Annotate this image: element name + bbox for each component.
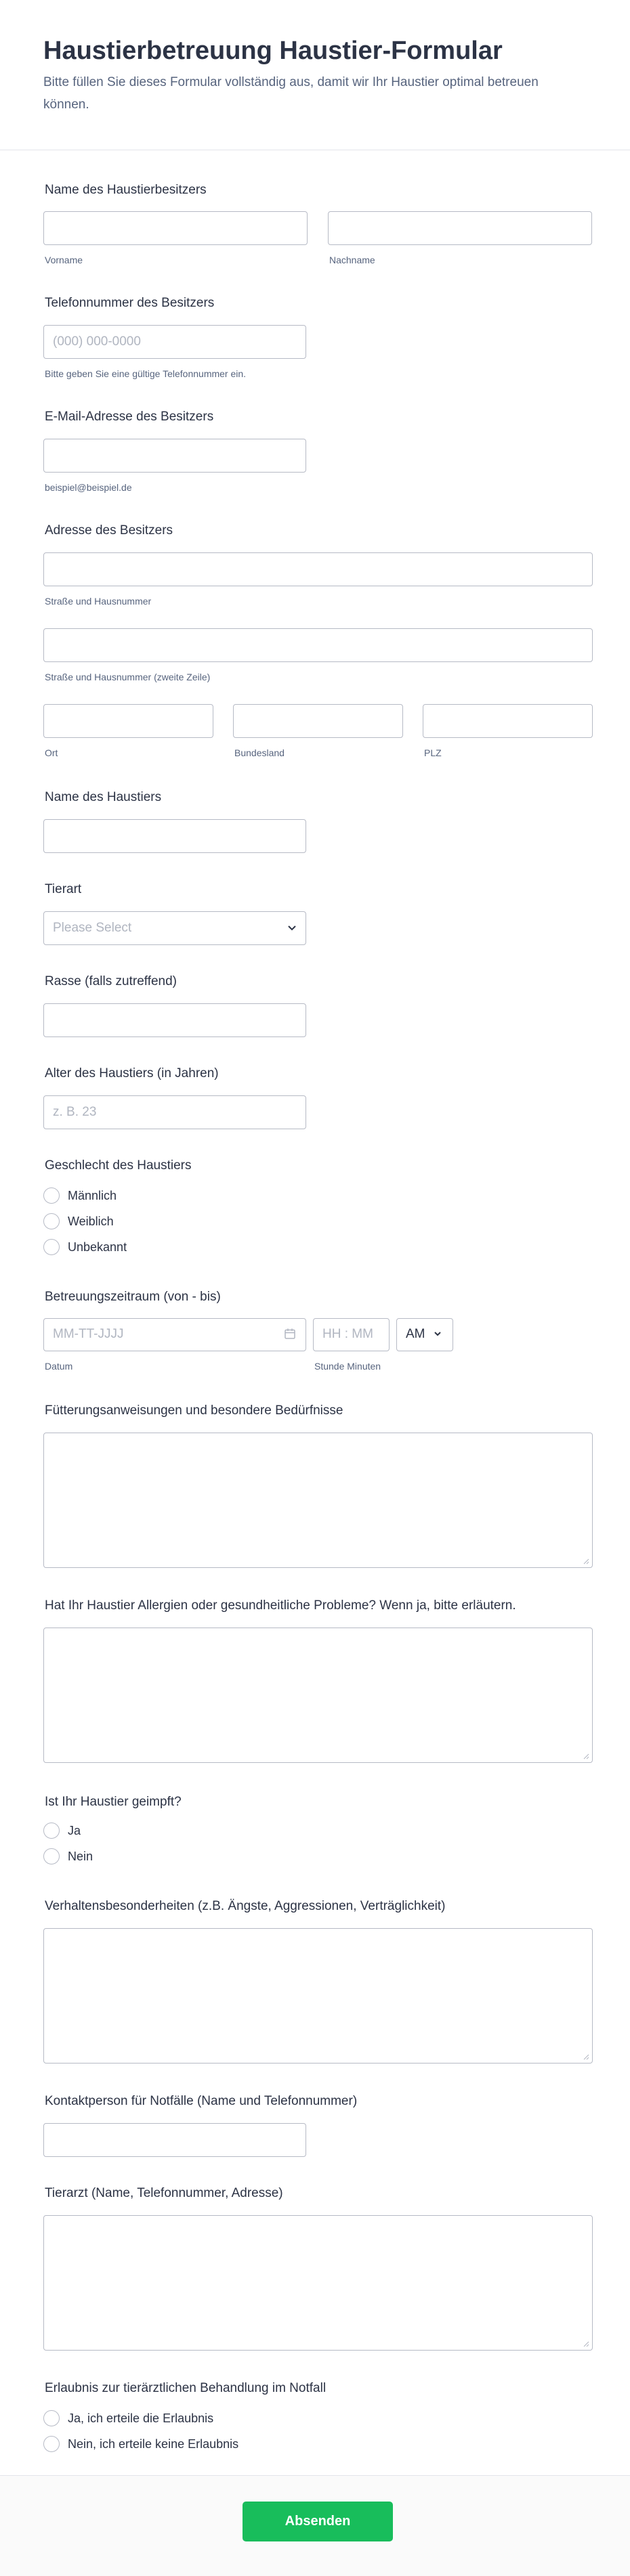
first-name-input[interactable] [43,211,308,245]
feeding-textarea[interactable] [43,1433,593,1568]
form-title: Haustierbetreuung Haustier-Formular [43,37,503,65]
vaccinated-option-label: Nein [68,1850,93,1863]
allergies-textarea[interactable] [43,1628,593,1763]
gender-radio-female[interactable] [43,1213,60,1229]
vaccinated-radio-no[interactable] [43,1848,60,1864]
age-placeholder: z. B. 23 [53,1105,97,1119]
age-label: Alter des Haustiers (in Jahren) [45,1066,219,1080]
chevron-down-icon [287,925,297,932]
street-input[interactable] [43,552,593,586]
resize-handle-icon[interactable] [583,1753,589,1760]
permission-label: Erlaubnis zur tierärztlichen Behandlung im Notfall [45,2381,327,2395]
gender-option-label: Unbekannt [68,1240,127,1254]
gender-radio-unknown[interactable] [43,1239,60,1255]
permission-option-label: Nein, ich erteile keine Erlaubnis [68,2437,239,2451]
phone-label: Telefonnummer des Besitzers [45,296,215,310]
phone-sublabel: Bitte geben Sie eine gültige Telefonnummer ein. [45,368,247,379]
pet-name-input[interactable] [43,819,306,853]
breed-label: Rasse (falls zutreffend) [45,974,177,988]
address-label: Adresse des Besitzers [45,523,173,538]
first-name-sublabel: Vorname [45,255,83,265]
behavior-textarea[interactable] [43,1928,593,2064]
state-sublabel: Bundesland [234,747,285,758]
street-sublabel: Straße und Hausnummer [45,596,152,607]
email-sublabel: beispiel@beispiel.de [45,482,132,493]
owner-name-label: Name des Haustierbesitzers [45,183,207,197]
allergies-label: Hat Ihr Haustier Allergien oder gesundheitliche Probleme? Wenn ja, bitte erläutern. [45,1598,516,1613]
time-sublabel: Stunde Minuten [314,1361,381,1372]
emergency-contact-label: Kontaktperson für Notfälle (Name und Telefonnummer) [45,2094,358,2108]
permission-radio-no[interactable] [43,2436,60,2452]
last-name-sublabel: Nachname [329,255,375,265]
resize-handle-icon[interactable] [583,2053,589,2060]
period-label: Betreuungszeitraum (von - bis) [45,1290,221,1304]
date-placeholder: MM-TT-JJJJ [53,1327,124,1341]
last-name-input[interactable] [328,211,592,245]
vet-textarea[interactable] [43,2215,593,2351]
form-subtitle: Bitte füllen Sie dieses Formular vollständig aus, damit wir Ihr Haustier optimal betreuen können. [43,75,539,112]
zip-input[interactable] [423,704,593,738]
vaccinated-label: Ist Ihr Haustier geimpft? [45,1795,182,1809]
calendar-icon[interactable] [284,1328,296,1340]
zip-sublabel: PLZ [424,747,442,758]
gender-option-label: Weiblich [68,1215,114,1228]
vaccinated-radio-yes[interactable] [43,1822,60,1839]
submit-button[interactable]: Absenden [243,2502,393,2541]
feeding-label: Fütterungsanweisungen und besondere Bedürfnisse [45,1403,343,1418]
ampm-value: AM [406,1327,425,1341]
species-label: Tierart [45,882,82,896]
permission-radio-yes[interactable] [43,2410,60,2426]
emergency-contact-input[interactable] [43,2123,306,2157]
time-placeholder: HH : MM [322,1327,373,1341]
email-input[interactable] [43,439,306,473]
permission-option-label: Ja, ich erteile die Erlaubnis [68,2411,214,2425]
street2-input[interactable] [43,628,593,662]
species-placeholder: Please Select [53,921,132,935]
resize-handle-icon[interactable] [583,1558,589,1565]
city-sublabel: Ort [45,747,58,758]
vet-label: Tierarzt (Name, Telefonnummer, Adresse) [45,2186,283,2200]
gender-radio-male[interactable] [43,1187,60,1204]
gender-label: Geschlecht des Haustiers [45,1158,192,1173]
behavior-label: Verhaltensbesonderheiten (z.B. Ängste, Aggressionen, Verträglichkeit) [45,1899,446,1913]
vaccinated-option-label: Ja [68,1824,81,1837]
phone-placeholder: (000) 000-0000 [53,334,141,349]
resize-handle-icon[interactable] [583,2340,589,2347]
chevron-down-icon [434,1331,442,1337]
street2-sublabel: Straße und Hausnummer (zweite Zeile) [45,672,211,682]
state-input[interactable] [233,704,403,738]
email-label: E-Mail-Adresse des Besitzers [45,410,214,424]
city-input[interactable] [43,704,213,738]
date-sublabel: Datum [45,1361,73,1372]
pet-name-label: Name des Haustiers [45,790,162,804]
breed-input[interactable] [43,1003,306,1037]
gender-option-label: Männlich [68,1189,117,1202]
